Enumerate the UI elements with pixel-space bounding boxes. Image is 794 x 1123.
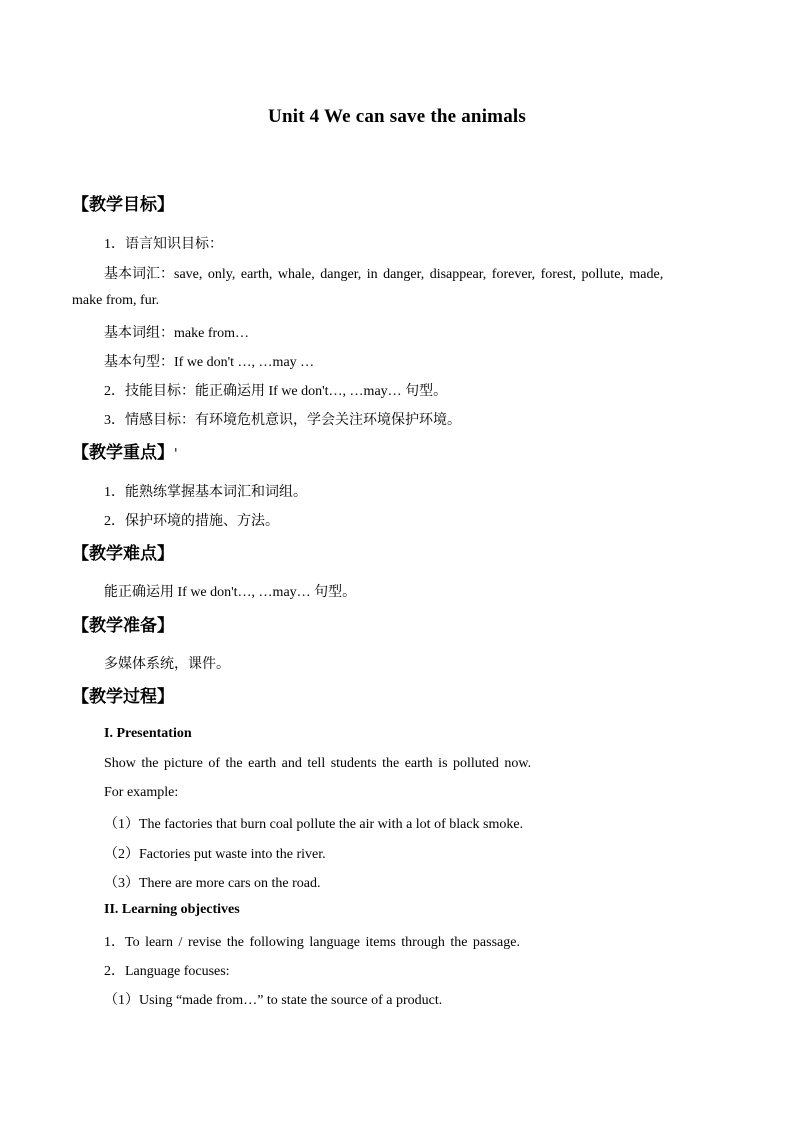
objective-item-2: 2．技能目标：能正确运用 If we don't…, …may… 句型。 [104, 384, 448, 399]
example-label: For example: [104, 785, 179, 800]
learning-objective-2: 2．Language focuses: [104, 964, 230, 979]
basic-phrases: 基本词组：make from… [104, 326, 250, 341]
section-heading-key-points [72, 438, 178, 463]
presentation-title: I. Presentation [104, 726, 192, 741]
difficulty-item-1: 能正确运用 If we don't…, …may… 句型。 [104, 585, 357, 600]
section-heading-difficulties: 【教学难点】 [72, 544, 174, 564]
vocabulary-line-2: make from, fur. [72, 293, 160, 308]
section-heading-preparation: 【教学准备】 [72, 616, 174, 636]
section-heading-objectives: 【教学目标】 [72, 195, 174, 215]
example-item-1: （1）The factories that burn coal pollute the air with a lot of black smoke. [104, 817, 524, 832]
key-point-item-1: 1．能熟练掌握基本词汇和词组。 [104, 485, 307, 500]
objective-item-3: 3．情感目标：有环境危机意识，学会关注环境保护环境。 [104, 413, 461, 428]
preparation-item-1: 多媒体系统，课件。 [104, 657, 230, 672]
language-focus-1: （1）Using “made from…” to state the source of a product. [104, 993, 443, 1008]
example-item-3: （3）There are more cars on the road. [104, 876, 321, 891]
learning-objective-1: 1．To learn / revise the following language items through the passage. [104, 935, 520, 950]
key-point-item-2: 2．保护环境的措施、方法。 [104, 514, 279, 529]
vocabulary-line-1: 基本词汇：save, only, earth, whale, danger, in danger, disappear, forever, forest, pollute, made, [104, 267, 664, 282]
example-item-2: （2）Factories put waste into the river. [104, 847, 326, 862]
stray-mark: ' [174, 447, 178, 462]
document-title: Unit 4 We can save the animals [268, 106, 526, 127]
section-heading-process: 【教学过程】 [72, 687, 174, 707]
objective-item-1: 1．语言知识目标： [104, 237, 223, 252]
key-points-heading-text: 【教学重点】 [72, 443, 174, 463]
presentation-text: Show the picture of the earth and tell students the earth is polluted now. [104, 756, 532, 771]
learning-objectives-title: II. Learning objectives [104, 902, 240, 917]
basic-sentences: 基本句型：If we don't …, …may … [104, 355, 315, 370]
